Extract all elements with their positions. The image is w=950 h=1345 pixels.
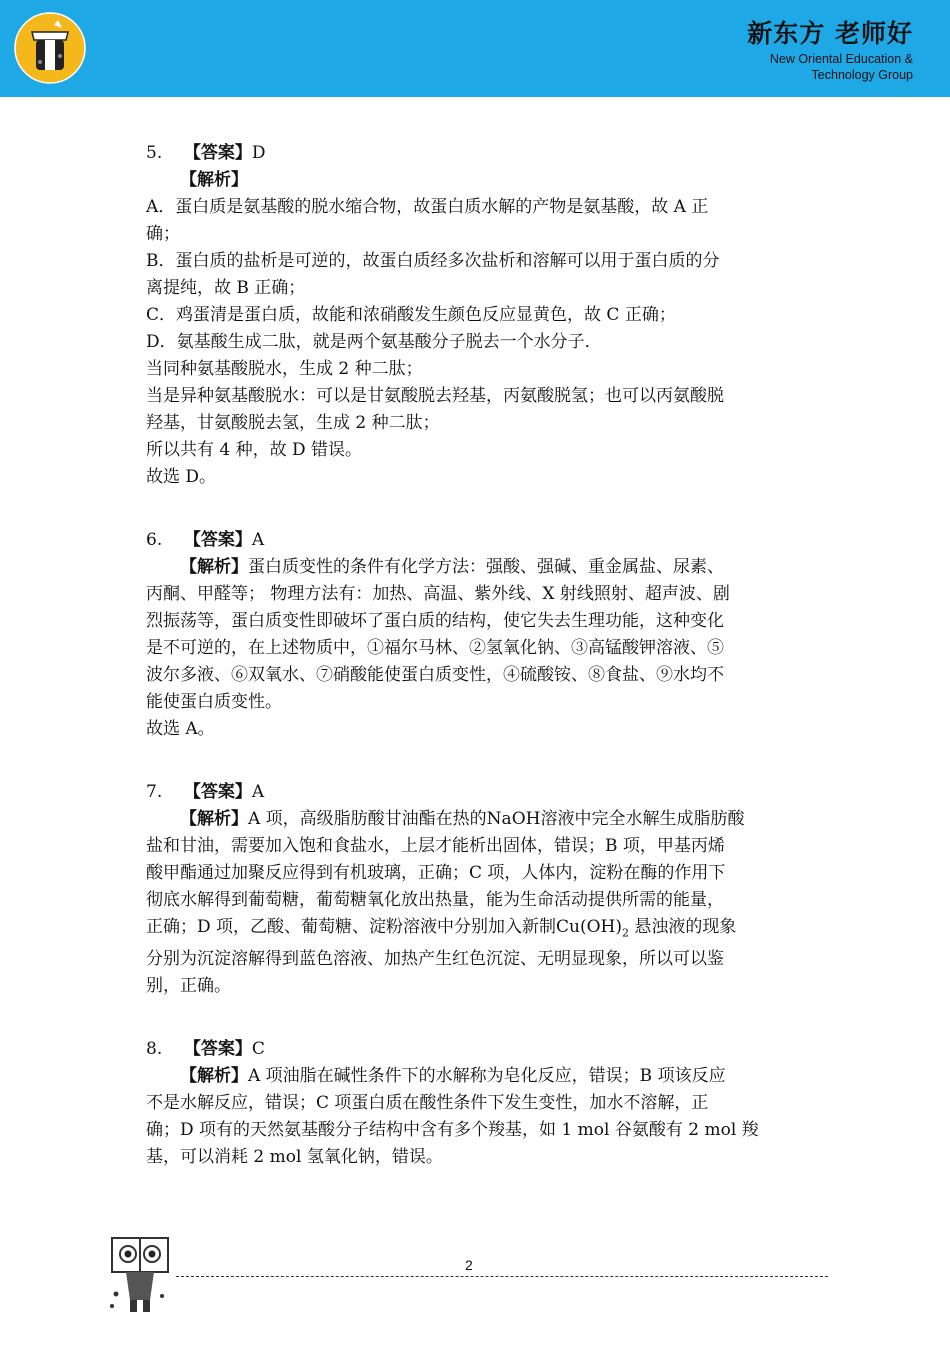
text-line: 分别为沉淀溶解得到蓝色溶液、加热产生红色沉淀、无明显现象，所以可以鉴 [146, 949, 724, 970]
analysis-tag: 【解析】 [180, 170, 248, 190]
answer-tag: 【答案】 [183, 530, 252, 550]
answer-tag: 【答案】 [183, 1039, 252, 1060]
brand-en-line-2: Technology Group [811, 68, 913, 82]
question-7 [146, 779, 806, 1000]
answer-line [146, 1036, 806, 1063]
answer-value: D [251, 143, 266, 163]
analysis-line [146, 167, 806, 194]
analysis-line [146, 806, 806, 833]
page-header [0, 0, 950, 97]
answer-value: A [251, 782, 265, 802]
text-line: 是不可逆的，在上述物质中，①福尔马林、②氢氧化钠、③高锰酸钾溶液、⑤ [146, 638, 724, 658]
text-line: 能使蛋白质变性。 [146, 692, 282, 712]
formula-line [146, 914, 806, 946]
book-mascot-icon [104, 1234, 174, 1316]
question-6 [146, 527, 806, 743]
brand-en-line-1: New Oriental Education & [769, 52, 913, 66]
text-line: 离提纯，故 B 正确； [146, 278, 306, 298]
brand-name-chinese: 新东方 老师好 [747, 19, 913, 48]
brand-name-english [770, 51, 913, 83]
analysis-tag: 【解析】 [180, 557, 248, 577]
answer-tag: 【答案】 [183, 782, 252, 802]
analysis-tag: 【解析】 [180, 809, 248, 829]
text-line: C．鸡蛋清是蛋白质，故能和浓硝酸发生颜色反应显黄色，故 C 正确； [146, 305, 676, 325]
answer-value: C [251, 1039, 265, 1060]
text-line: 丙酮、甲醛等； 物理方法有：加热、高温、紫外线、X 射线照射、超声波、剧 [146, 584, 730, 604]
text-line: 基，可以消耗 2 mol 氢氧化钠，错误。 [146, 1147, 443, 1168]
analysis-first-text: A 项，高级脂肪酸甘油酯在热的NaOH溶液中完全水解生成脂肪酸 [248, 809, 745, 829]
text-line: 所以共有 4 种，故 D 错误。 [146, 440, 363, 460]
text-line: 盐和甘油，需要加入饱和食盐水，上层才能析出固体，错误；B 项，甲基丙烯 [146, 836, 725, 856]
formula-subscript: 2 [622, 926, 630, 940]
question-8 [146, 1036, 806, 1171]
answer-line [146, 140, 806, 167]
text-line: 酸甲酯通过加聚反应得到有机玻璃，正确；C 项，人体内，淀粉在酶的作用下 [146, 863, 726, 883]
text-line: 故选 A。 [146, 719, 215, 739]
analysis-first-text: A 项油脂在碱性条件下的水解称为皂化反应，错误；B 项该反应 [248, 1066, 726, 1087]
text-line: 确；D 项有的天然氨基酸分子结构中含有多个羧基，如 1 mol 谷氨酸有 2 mol 羧 [146, 1120, 759, 1141]
text-line: 故选 D。 [146, 467, 217, 487]
analysis-first-text: 蛋白质变性的条件有化学方法：强酸、强碱、重金属盐、尿素、 [248, 557, 724, 577]
answer-line [146, 527, 806, 554]
text-line: 彻底水解得到葡萄糖，葡萄糖氧化放出热量，能为生命活动提供所需的能量， [146, 890, 724, 910]
formula-pre-text: 正确；D 项，乙酸、葡萄糖、淀粉溶液中分别加入新制Cu(OH) [146, 917, 623, 937]
answer-line [146, 779, 806, 806]
analysis-tag: 【解析】 [180, 1066, 248, 1087]
answer-tag: 【答案】 [183, 143, 252, 163]
text-line: 波尔多液、⑥双氧水、⑦硝酸能使蛋白质变性，④硫酸铵、⑧食盐、⑨水均不 [146, 665, 724, 685]
text-line: 别，正确。 [146, 976, 231, 997]
answer-content [146, 140, 806, 1207]
text-line: D．氨基酸生成二肽，就是两个氨基酸分子脱去一个水分子． [146, 332, 602, 352]
text-line: 烈振荡等，蛋白质变性即破坏了蛋白质的结构，使它失去生理功能，这种变化 [146, 611, 724, 631]
question-number: 8. [146, 1039, 163, 1060]
footer-dashed-divider [176, 1276, 828, 1277]
question-number: 7. [146, 782, 163, 802]
text-line: 确； [146, 224, 180, 244]
question-number: 6. [146, 530, 163, 550]
question-number: 5. [146, 143, 163, 163]
analysis-line [146, 554, 806, 581]
text-line: 羟基，甘氨酸脱去氢，生成 2 种二肽； [146, 413, 440, 433]
formula-post-text: 悬浊液的现象 [629, 917, 737, 937]
answer-value: A [251, 530, 265, 550]
new-oriental-logo-icon [14, 12, 86, 84]
question-5 [146, 140, 806, 491]
text-line: 当同种氨基酸脱水，生成 2 种二肽； [146, 359, 423, 379]
text-line: B．蛋白质的盐析是可逆的，故蛋白质经多次盐析和溶解可以用于蛋白质的分 [146, 251, 720, 271]
text-line: 不是水解反应，错误；C 项蛋白质在酸性条件下发生变性，加水不溶解，正 [146, 1093, 709, 1114]
page-number: 2 [465, 1257, 473, 1273]
text-line: A．蛋白质是氨基酸的脱水缩合物，故蛋白质水解的产物是氨基酸，故 A 正 [146, 197, 709, 217]
text-line: 当是异种氨基酸脱水：可以是甘氨酸脱去羟基，丙氨酸脱氢；也可以丙氨酸脱 [146, 386, 724, 406]
analysis-line [146, 1063, 806, 1090]
